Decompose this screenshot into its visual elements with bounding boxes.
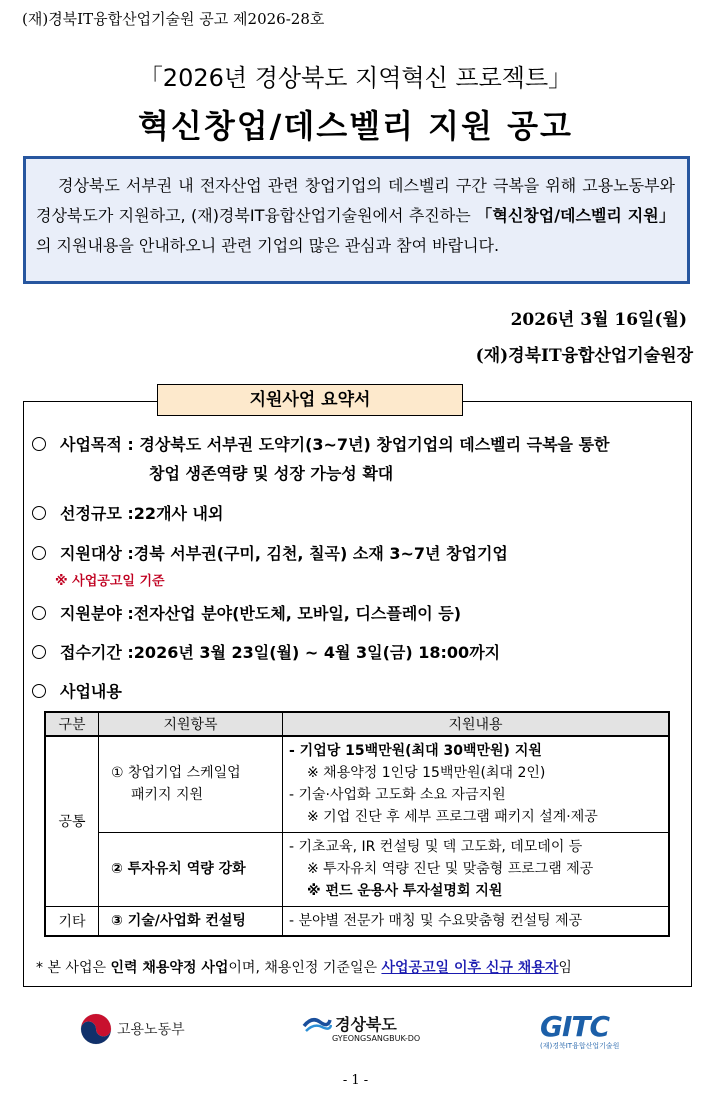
item-label: 지원대상 : [60,544,134,563]
footnote-text: 이며, 채용인정 기준일은 [228,960,382,976]
circle-bullet-icon [32,546,46,560]
logo-gitc-mark: GITC [540,1010,610,1043]
item-content [32,679,122,702]
intro-text-before: 경상북도 서부권 내 전자산업 관련 창업기업의 데스벨리 구간 극복을 위해 고용노동부와 경상북도가 지원하고, (재)경북IT융합산업기술원에서 추진하는 [36,176,675,225]
item-cell [99,736,283,832]
intro-text-after: 의 지원내용을 안내하오니 관련 기업의 많은 관심과 참여 바랍니다. [36,236,500,255]
logo-gb-text: 경상북도 [335,1015,397,1034]
item-label: 접수기간 : [60,643,134,662]
issuer: (재)경북IT융합산업기술원장 [475,346,693,366]
footnote-text: * 본 사업은 [36,960,111,976]
content-line: - 기술·사업화 고도화 소요 자금지원 [289,787,506,804]
item-label: 사업목적 : [60,435,140,454]
summary-title: 지원사업 요약서 [157,384,463,416]
table-header: 구분 [45,712,99,736]
circle-bullet-icon [32,645,46,659]
item-value-cont: 창업 생존역량 및 성장 가능성 확대 [149,464,394,483]
item-value: 2026년 3월 23일(월) ~ 4월 3일(금) 18:00까지 [133,643,501,662]
content-note: ※ 투자유치 역량 진단 및 맞춤형 프로그램 제공 [307,861,594,877]
circle-bullet-icon [32,684,46,698]
title-line-2: 혁신창업/데스벨리 지원 공고 [138,107,573,145]
item-value: 22개사 내외 [133,504,224,523]
taegeuk-icon [80,1013,112,1045]
circle-bullet-icon [32,506,46,520]
content-line: - 분야별 전문가 매칭 및 수요맞춤형 컨설팅 제공 [289,912,583,929]
page-number: - 1 - [342,1073,369,1088]
item-value: 경북 서부권(구미, 김천, 칠곡) 소재 3~7년 창업기업 [133,544,508,563]
gyeongbuk-wave-icon [302,1014,332,1034]
item-value: 경상북도 서부권 도약기(3~7년) 창업기업의 데스벨리 극복을 통한 [139,435,610,454]
circle-bullet-icon [32,437,46,451]
item-label: 사업내용 [60,682,122,701]
item-cell [99,832,283,906]
item-value: 전자산업 분야(반도체, 모바일, 디스플레이 등) [133,604,462,623]
table-header: 지원내용 [283,712,670,736]
table-row [45,906,669,936]
footnote-highlight: 사업공고일 이후 신규 채용자 [381,960,559,976]
item-purpose [32,432,610,484]
issue-date: 2026년 3월 16일(월) [510,310,687,330]
content-note: ※ 기업 진단 후 세부 프로그램 패키지 설계·제공 [307,809,598,826]
intro-text [36,171,675,261]
content-cell [283,906,670,936]
item-period [32,640,500,663]
title-line-1: 「2026년 경상북도 지역혁신 프로젝트」 [138,64,573,92]
item-label: 선정규모 : [60,504,134,523]
item-cell-line: 패키지 지원 [131,787,204,804]
content-note: ※ 펀드 운용사 투자설명회 지원 [307,883,503,899]
note-basis: ※ 사업공고일 기준 [55,574,165,589]
logo-gyeongbuk [302,1012,420,1043]
logo-moel [80,1013,185,1045]
content-note: ※ 채용약정 1인당 15백만원(최대 2인) [307,765,546,782]
item-field [32,601,461,624]
item-target [32,541,508,564]
content-line: - 기업당 15백만원(최대 30백만원) 지원 [289,743,542,760]
footnote-bold: 인력 채용약정 사업 [110,960,229,976]
table-header: 지원항목 [99,712,283,736]
intro-program-name: 「혁신창업/데스벨리 지원」 [476,206,675,225]
content-line: - 기초교육, IR 컨설팅 및 덱 고도화, 데모데이 등 [289,839,583,855]
item-cell-line: ② 투자유치 역량 강화 [111,861,246,877]
item-label: 지원분야 : [60,604,134,623]
logo-moel-text: 고용노동부 [117,1022,185,1038]
group-cell-common: 공통 [45,736,99,906]
item-cell [99,906,283,936]
document-number: (재)경북IT융합산업기술원 공고 제2026-28호 [22,10,325,28]
group-cell-other: 기타 [45,906,99,936]
program-table [44,711,670,937]
item-cell-line: ③ 기술/사업화 컨설팅 [111,912,246,929]
table-row [45,832,669,906]
logo-gb-en: GYEONGSANGBUK-DO [332,1034,421,1043]
circle-bullet-icon [32,606,46,620]
logo-gitc [540,1012,619,1051]
footnote [36,957,572,977]
intro-box [23,156,690,284]
item-cell-line: ① 창업기업 스케일업 [111,765,241,782]
content-cell [283,832,670,906]
logo-gitc-sub: (재)경북IT융합산업기술원 [540,1042,620,1050]
content-cell [283,736,670,832]
table-row [45,736,669,832]
item-scale [32,501,223,524]
footnote-text: 임 [558,960,572,976]
